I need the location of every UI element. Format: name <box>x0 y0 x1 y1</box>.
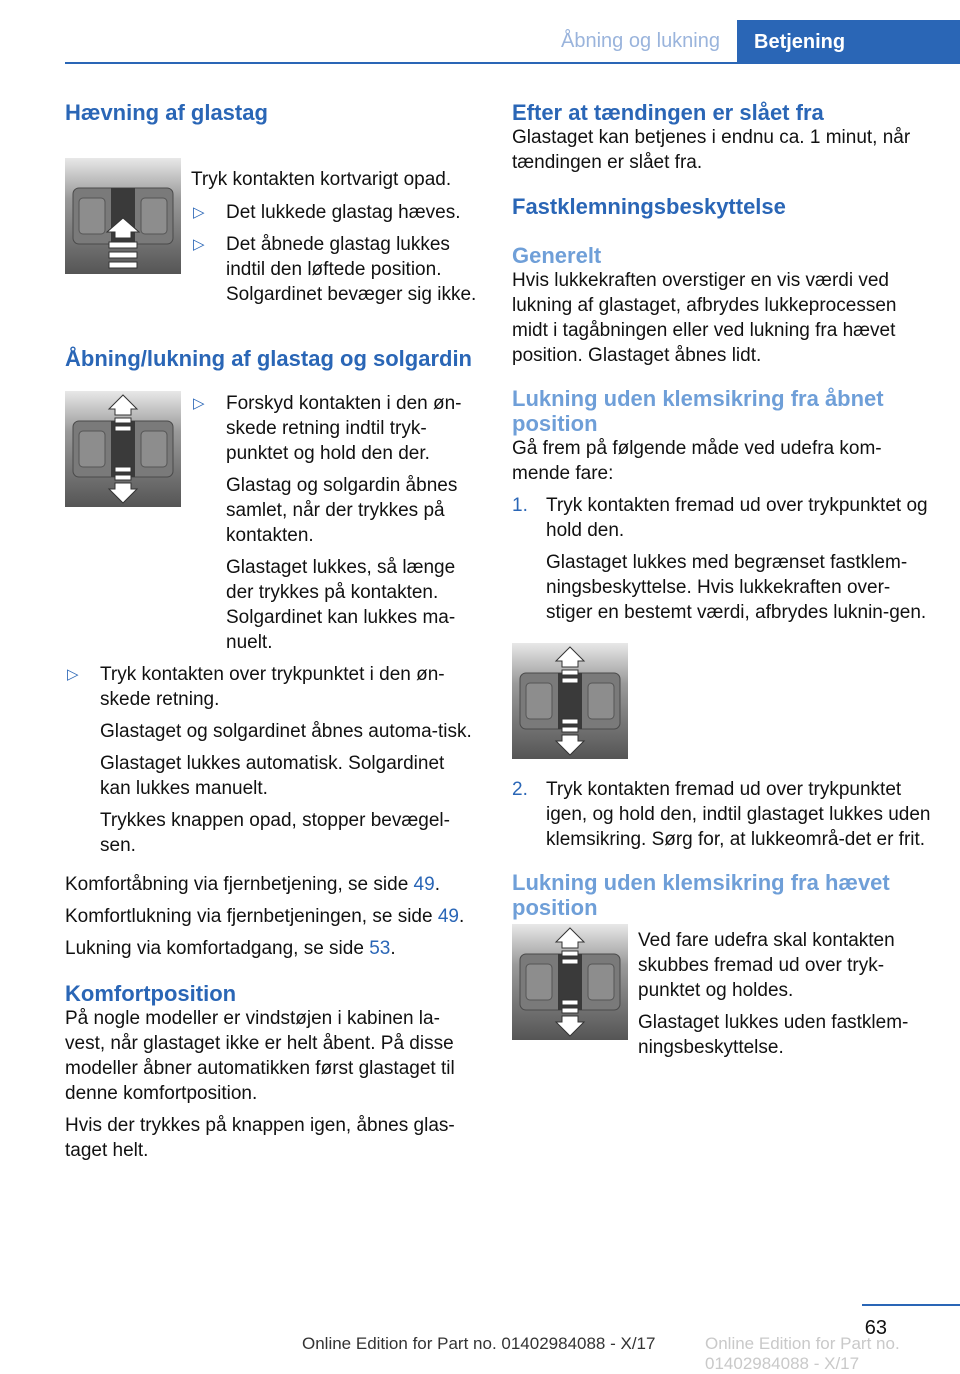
haevning-intro: Tryk kontakten kortvarigt opad. <box>191 169 452 190</box>
list-item: ▷ Det åbnede glastag lukkes indtil den løftede position. Solgardinet bevæger sig ikke. <box>193 234 477 305</box>
lukning-haevet-text: Ved fare udefra skal kontakten skubbes fremad ud over tryk-punktet og holdes. <box>638 930 895 1001</box>
heading-lukning-haevet: Lukning uden klemsikring fra hævet position <box>512 870 890 920</box>
page-header <box>0 0 960 64</box>
switch-up-photo <box>65 158 181 274</box>
page-link[interactable]: 49 <box>413 874 435 895</box>
list-item: 1. Tryk kontakten fremad ud over trykpunktet og hold den. Glastaget lukkes med begrænset fastklem-ningsbeskyttelse. Hvis lukkekraften over-stiger en bestemt værdi, afbrydes luknin-gen. <box>512 495 928 623</box>
lukning-aabnet-intro: Gå frem på følgende måde ved udefra kom-mende fare: <box>512 438 882 484</box>
lukning-steps <box>512 493 932 625</box>
heading-komfortposition: Komfortposition <box>65 981 237 1006</box>
triangle-bullet-icon: ▷ <box>193 204 205 221</box>
list-item: 2. Tryk kontakten fremad ud over trykpunktet igen, og hold den, indtil glastaget lukkes uden klemsikring. Sørg for, at lukkeområ-det er frit. <box>512 779 931 850</box>
haevning-block <box>65 127 477 314</box>
header-chapter-tab: Betjening <box>737 20 960 62</box>
generelt-text: Hvis lukkekraften overstiger en vis værdi ved lukning af glastaget, afbrydes lukkeprocessen midt i tagåbningen eller ved lukning fra hævet position. Glastaget åbnes lidt. <box>512 270 897 366</box>
heading-aabning-lukning: Åbning/lukning af glastag og solgardin <box>65 346 472 371</box>
edition-text: Online Edition for Part no. 01402984088 - X/17 <box>302 1334 656 1353</box>
heading-efter-taending: Efter at tændingen er slået fra <box>512 100 824 125</box>
header-rule <box>65 62 960 64</box>
lukning-steps-2 <box>512 777 932 852</box>
efter-taending-text: Glastaget kan betjenes i endnu ca. 1 minut, når tændingen er slået fra. <box>512 127 911 173</box>
page-link[interactable]: 49 <box>437 906 459 927</box>
switch-updown-photo-3 <box>512 924 628 1040</box>
heading-haevning: Hævning af glastag <box>65 100 268 125</box>
komfortposition-text: På nogle modeller er vindstøjen i kabinen la-vest, når glastaget ikke er helt åbent. På disse modeller åbner automatikken først glastaget til denne komfortposition. <box>65 1008 455 1104</box>
triangle-bullet-icon: ▷ <box>193 395 205 412</box>
left-column <box>65 100 477 1170</box>
list-item: ▷ Det lukkede glastag hæves. <box>193 202 461 223</box>
ref-komfortlukning: Komfortlukning via fjernbetjeningen, se side 49. <box>65 906 465 927</box>
ref-komfortadgang: Lukning via komfortadgang, se side 53. <box>65 938 396 959</box>
komfortposition-text-2: Hvis der trykkes på knappen igen, åbnes glas-taget helt. <box>65 1115 455 1161</box>
aabning-block <box>65 391 477 662</box>
list-item: ▷ Forskyd kontakten i den øn-skede retning indtil tryk-punktet og hold den der. Glastag og solgardin åbnes samlet, når der trykkes på kontakten. Glastaget lukkes, så længe der trykkes på kontakten. Solgardinet kan lukkes ma-nuelt. <box>193 393 462 653</box>
header-section-title: Åbning og lukning <box>560 30 720 52</box>
lukning-haevet-block <box>512 924 932 1067</box>
switch-updown-photo-2 <box>512 643 628 759</box>
heading-lukning-aabnet: Lukning uden klemsikring fra åbnet position <box>512 386 884 436</box>
page-link[interactable]: 53 <box>369 938 391 959</box>
list-item: ▷ Tryk kontakten over trykpunktet i den øn-skede retning. Glastaget og solgardinet åbnes automa-tisk. Glastaget lukkes automatisk. Solgardinet kan lukkes manuelt. Trykkes knappen opad, stopper bevægel-sen. <box>67 664 472 856</box>
page-number: 63 <box>864 1317 887 1339</box>
aabning-bullets-b <box>65 662 477 858</box>
heading-fastklemning: Fastklemningsbeskyttelse <box>512 194 786 219</box>
footer-rule <box>862 1304 960 1306</box>
haevning-bullets <box>191 200 477 307</box>
aabning-bullets-a <box>191 391 477 662</box>
right-column <box>512 100 932 1067</box>
heading-generelt: Generelt <box>512 243 602 268</box>
switch-updown-photo <box>65 391 181 507</box>
lukning-haevet-text-2: Glastaget lukkes uden fastklem-ningsbeskyttelse. <box>638 1012 909 1058</box>
ref-komfortaabning: Komfortåbning via fjernbetjening, se side 49. <box>65 874 440 895</box>
triangle-bullet-icon: ▷ <box>193 236 205 253</box>
triangle-bullet-icon: ▷ <box>67 666 79 683</box>
watermark: Online Edition for Part no. 01402984088 - X/17 <box>705 1334 900 1373</box>
